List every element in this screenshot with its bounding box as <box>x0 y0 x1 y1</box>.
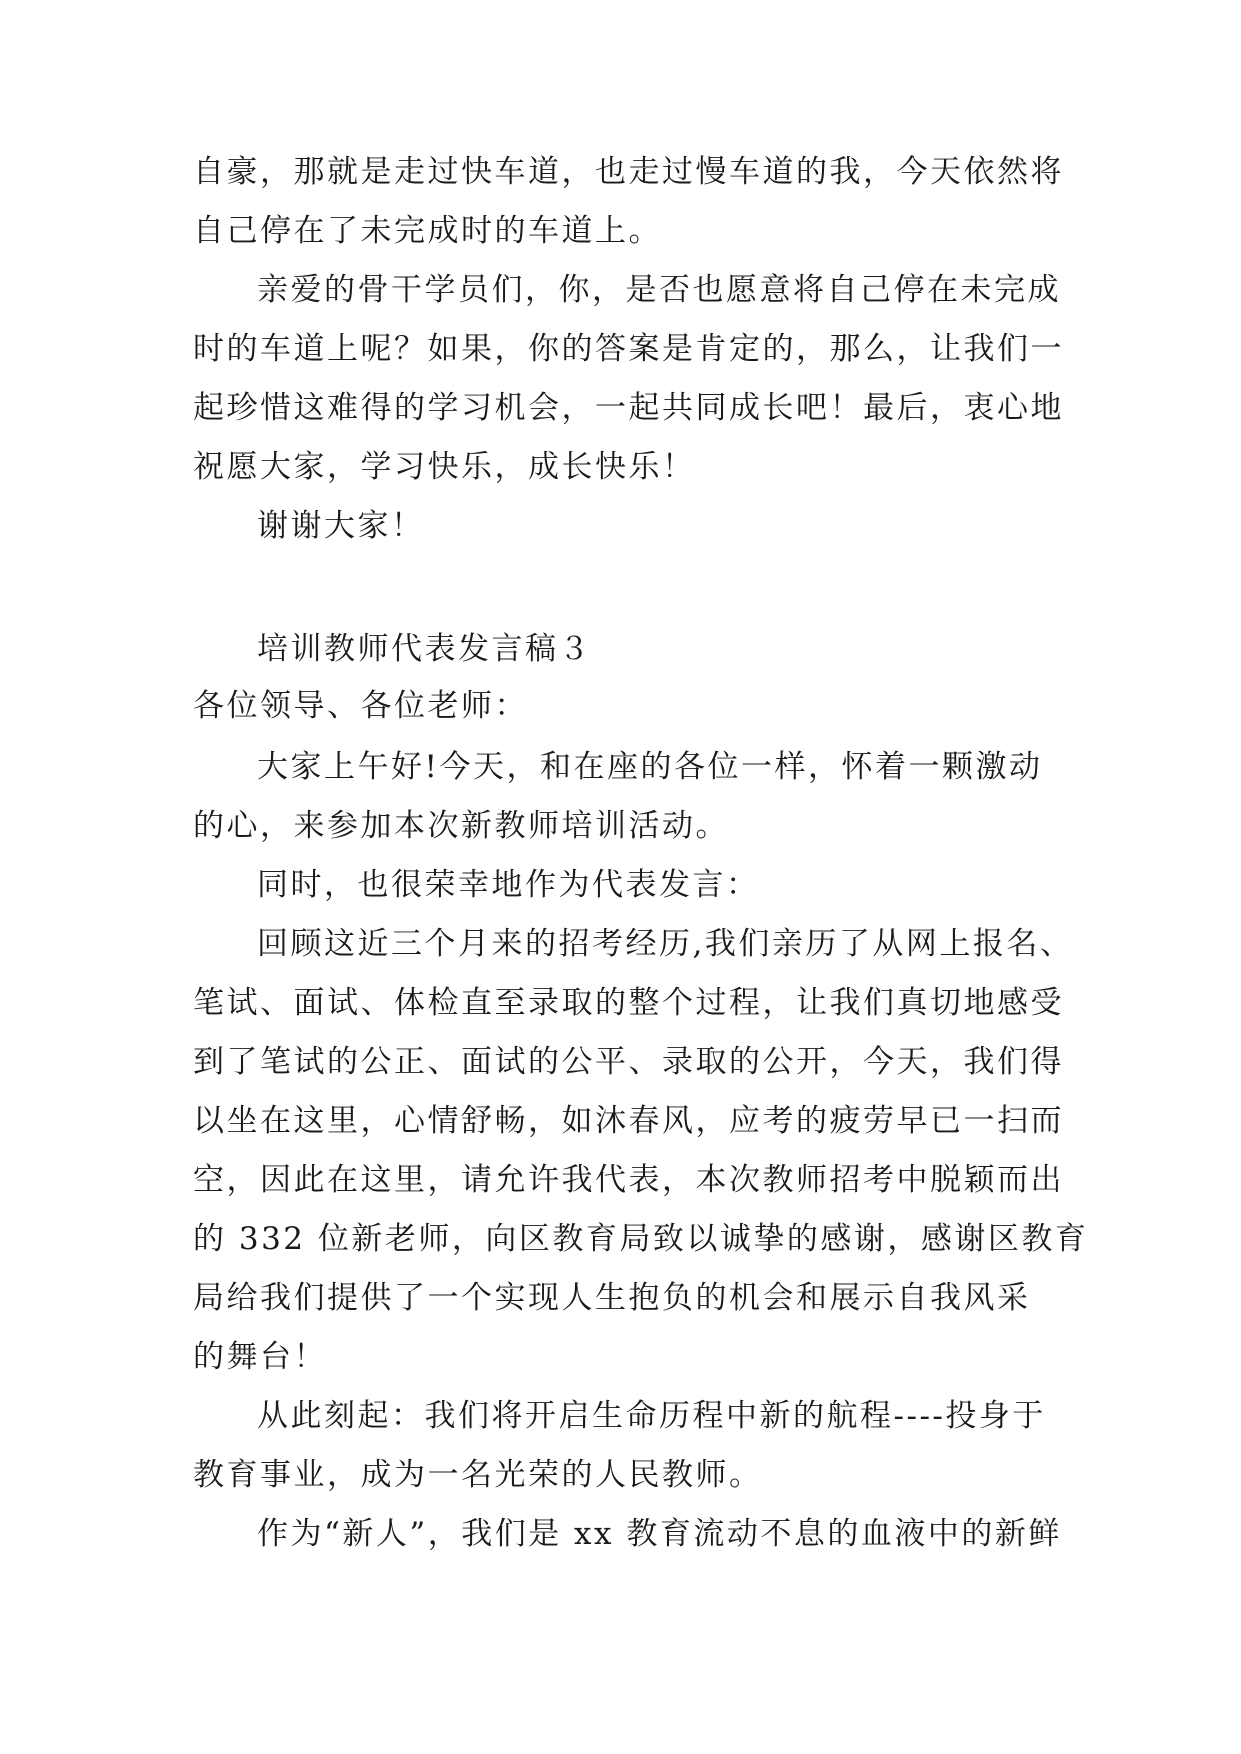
paragraph-line: 的心，来参加本次新教师培训活动。 <box>193 808 729 844</box>
paragraph-line: 笔试、面试、体检直至录取的整个过程，让我们真切地感受 <box>193 985 1064 1021</box>
paragraph-line: 同时，也很荣幸地作为代表发言： <box>257 867 760 903</box>
paragraph-line: 从此刻起：我们将开启生命历程中新的航程----投身于 <box>257 1398 1046 1434</box>
paragraph-line: 空，因此在这里，请允许我代表，本次教师招考中脱颖而出 <box>193 1162 1064 1198</box>
paragraph-line: 的 332 位新老师，向区教育局致以诚挚的感谢，感谢区教育 <box>193 1221 1089 1257</box>
section-title: 培训教师代表发言稿３ <box>257 631 592 667</box>
paragraph-line: 作为“新人”，我们是 xx 教育流动不息的血液中的新鲜 <box>257 1516 1062 1552</box>
paragraph-line: 谢谢大家！ <box>257 508 425 544</box>
paragraph-line: 时的车道上呢？如果，你的答案是肯定的，那么，让我们一 <box>193 331 1064 367</box>
paragraph-line: 局给我们提供了一个实现人生抱负的机会和展示自我风采 <box>193 1280 1031 1316</box>
paragraph-line: 起珍惜这难得的学习机会，一起共同成长吧！最后，衷心地 <box>193 390 1064 426</box>
paragraph-line: 祝愿大家，学习快乐，成长快乐！ <box>193 449 696 485</box>
paragraph-line: 教育事业，成为一名光荣的人民教师。 <box>193 1457 763 1493</box>
paragraph-line: 回顾这近三个月来的招考经历,我们亲历了从网上报名、 <box>257 926 1074 962</box>
paragraph-line: 自己停在了未完成时的车道上。 <box>193 213 662 249</box>
paragraph-line: 的舞台！ <box>193 1339 327 1375</box>
paragraph-line: 以坐在这里，心情舒畅，如沐春风，应考的疲劳早已一扫而 <box>193 1103 1064 1139</box>
paragraph-line: 亲爱的骨干学员们，你，是否也愿意将自己停在未完成 <box>257 272 1061 308</box>
paragraph-line: 自豪，那就是走过快车道，也走过慢车道的我，今天依然将 <box>193 154 1064 190</box>
paragraph-line: 到了笔试的公正、面试的公平、录取的公开，今天，我们得 <box>193 1044 1064 1080</box>
paragraph-line: 大家上午好!今天，和在座的各位一样，怀着一颗激动 <box>257 749 1043 785</box>
salutation: 各位领导、各位老师： <box>193 688 528 724</box>
